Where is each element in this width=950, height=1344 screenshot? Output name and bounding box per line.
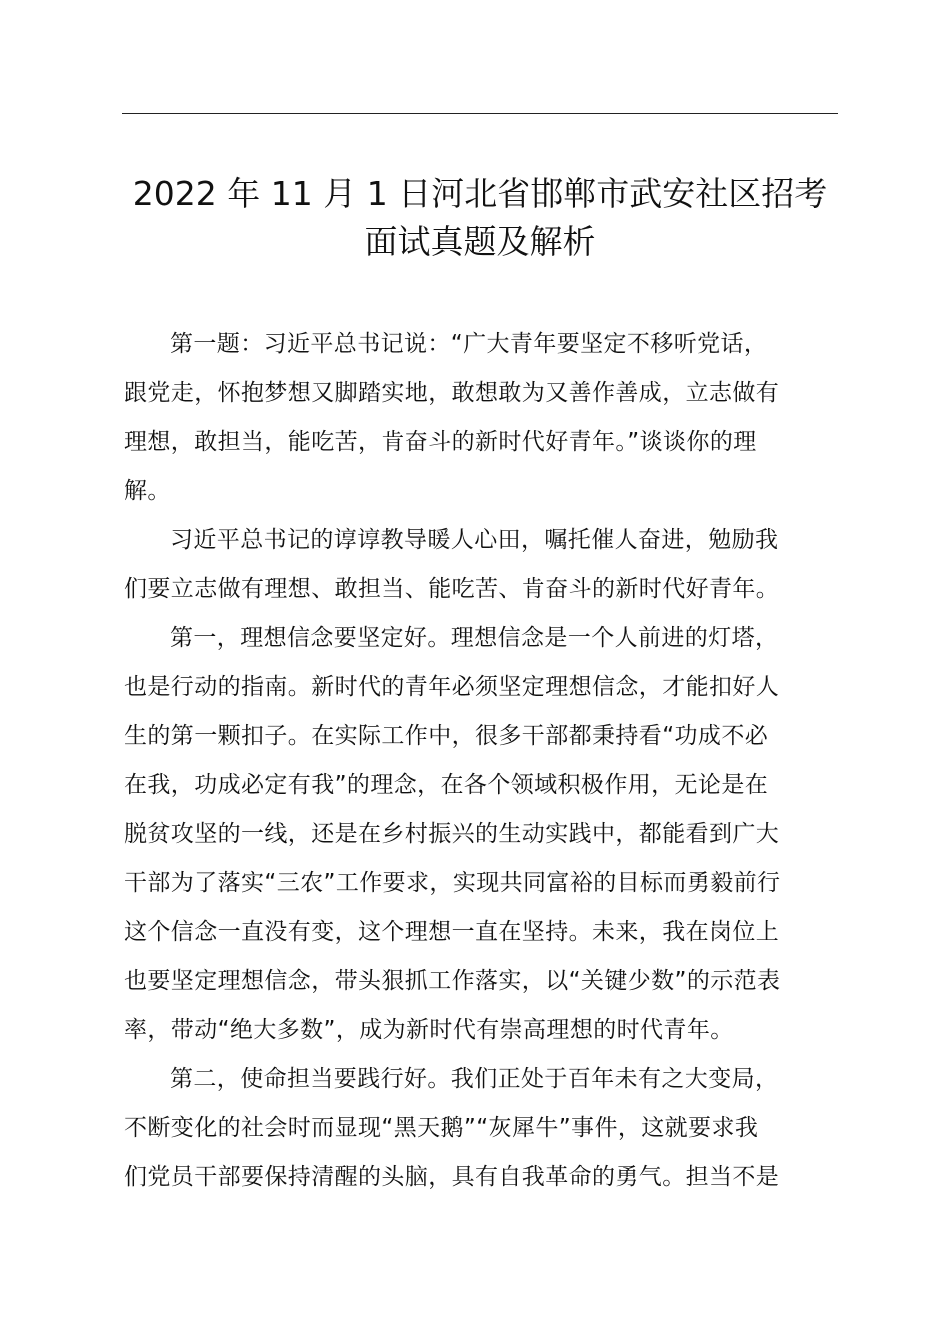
paragraph-point-1 [124,614,840,1055]
title-line-2: 面试真题及解析 [364,222,596,261]
text-line: 们要立志做有理想、敢担当、能吃苦、肯奋斗的新时代好青年。 [124,576,780,602]
text-line: 也是行动的指南。新时代的青年必须坚定理想信念，才能扣好人 [124,674,780,700]
text-line: 脱贫攻坚的一线，还是在乡村振兴的生动实践中，都能看到广大 [124,821,780,847]
header-rule [122,113,838,114]
text-line: 们党员干部要保持清醒的头脑，具有自我革命的勇气。担当不是 [124,1164,780,1190]
text-line: 习近平总书记的谆谆教导暖人心田，嘱托催人奋进，勉励我 [170,527,779,553]
text-line: 解。 [124,478,171,504]
text-line: 第一题：习近平总书记说：“广大青年要坚定不移听党话， [170,331,768,357]
text-line: 理想，敢担当，能吃苦，肯奋斗的新时代好青年。”谈谈你的理 [124,429,757,455]
text-line: 生的第一颗扣子。在实际工作中，很多干部都秉持看“功成不必 [124,723,769,749]
text-line: 这个信念一直没有变，这个理想一直在坚持。未来，我在岗位上 [124,919,780,945]
text-line: 也要坚定理想信念，带头狠抓工作落实，以“关键少数”的示范表 [124,968,781,994]
paragraph-intro [124,516,840,614]
text-line: 第二，使命担当要践行好。我们正处于百年未有之大变局， [170,1066,779,1092]
text-line: 跟党走，怀抱梦想又脚踏实地，敢想敢为又善作善成，立志做有 [124,380,780,406]
text-line: 不断变化的社会时而显现“黑天鹅”“灰犀牛”事件，这就要求我 [124,1115,759,1141]
title-line-1: 2022 年 11 月 1 日河北省邯郸市武安社区招考 [132,174,828,213]
page-title [110,170,850,266]
text-line: 率，带动“绝大多数”，成为新时代有崇高理想的时代青年。 [124,1017,734,1043]
text-line: 在我，功成必定有我”的理念，在各个领域积极作用，无论是在 [124,772,769,798]
text-line: 第一，理想信念要坚定好。理想信念是一个人前进的灯塔， [170,625,779,651]
paragraph-point-2 [124,1055,840,1202]
paragraph-question-1 [124,320,840,516]
document-body [124,320,840,1202]
text-line: 干部为了落实“三农”工作要求，实现共同富裕的目标而勇毅前行 [124,870,781,896]
